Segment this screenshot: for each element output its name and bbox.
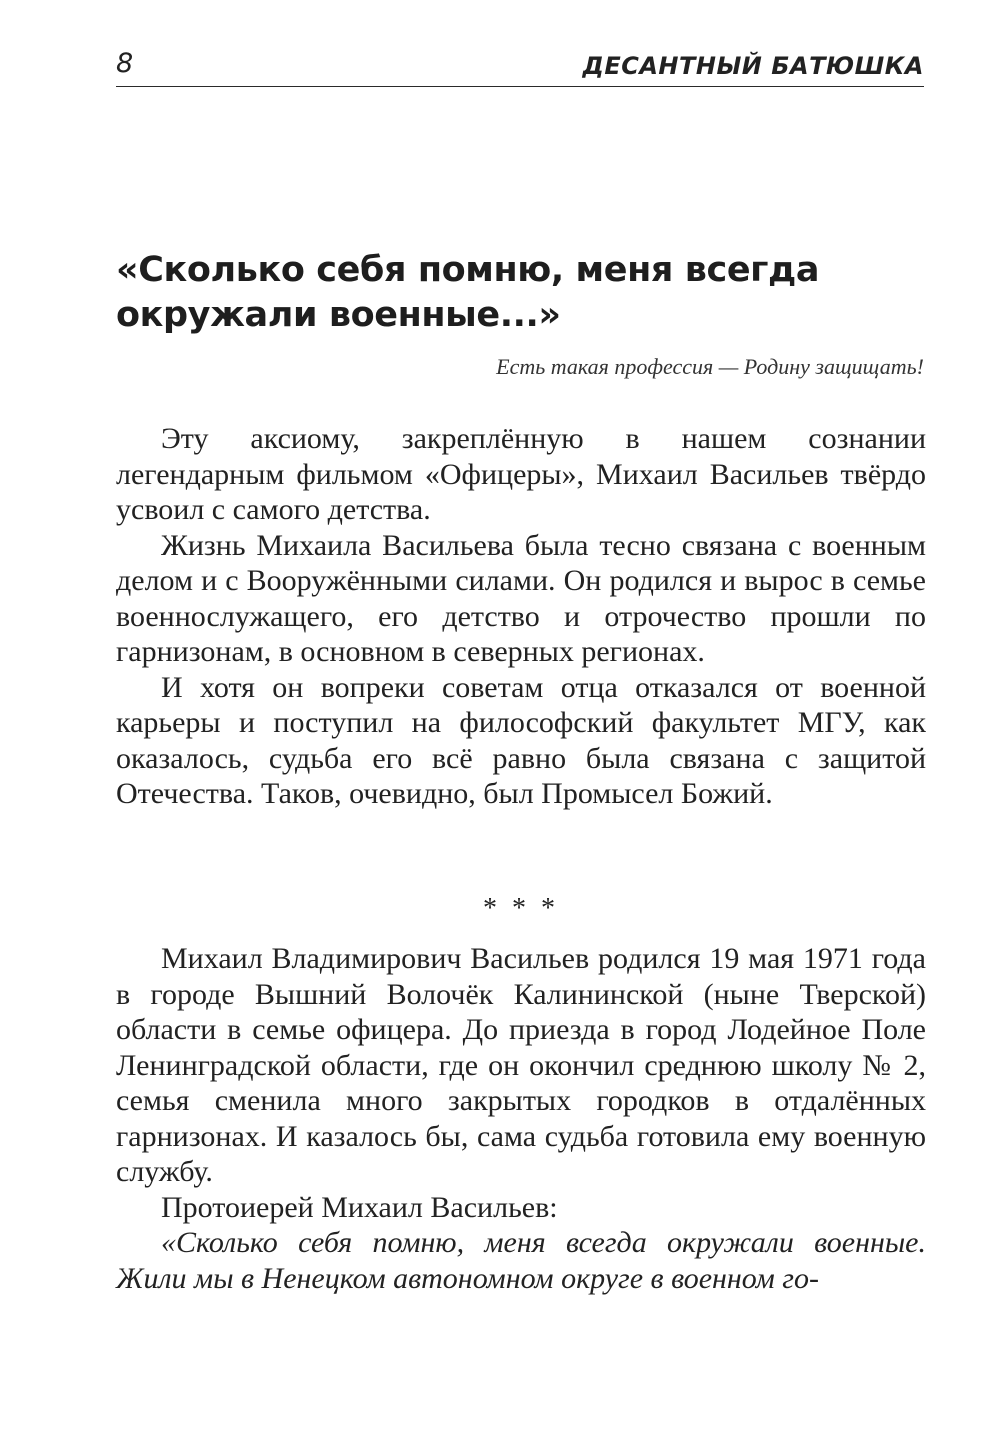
section-separator: * * * [483,893,559,924]
epigraph: Есть такая профессия — Родину защищать! [496,354,924,379]
paragraph: Протоиерей Михаил Васильев: [161,1190,558,1224]
running-header [116,42,924,87]
paragraph: Эту аксиому, закреплённую в нашем сознании легендарным фильмом «Офицеры», Михаил Васильев твёрдо усвоил с самого детства. [116,422,926,526]
paragraph: Жизнь Михаила Васильева была тесно связана с военным делом и с Вооружёнными силами. Он родился и вырос в семье военнослужащего, его детство и отрочество прошли по гарнизонам, в основном в северных регионах. [116,528,926,668]
page-number: 8 [116,48,134,79]
quote-paragraph: «Сколько себя помню, меня всегда окружали военные. Жили мы в Ненецком автономном округе в военном го- [116,1226,926,1295]
paragraph: И хотя он вопреки советам отца отказался от военной карьеры и поступил на философский факультет МГУ, как оказалось, судьба его всё равно была связана с защитой Отечества. Таков, очевидно, был Промысел Божий. [116,670,926,810]
body-section-biography [116,941,926,1296]
running-title: ДЕСАНТНЫЙ БАТЮШКА [582,52,924,80]
paragraph: Михаил Владимирович Васильев родился 19 мая 1971 года в городе Вышний Волочёк Калининской (ныне Тверской) области в семье офицера. До приезда в город Лодейное Поле Ленинградской области, где он окончил среднюю школу № 2, семья сменила много закрытых городков в отдалённых гарнизонах. И казалось бы, сама судьба готовила ему военную службу. [116,942,926,1188]
chapter-title: «Сколько себя помню, меня всегда окружали военные...» [116,250,820,335]
body-section-intro [116,421,926,812]
